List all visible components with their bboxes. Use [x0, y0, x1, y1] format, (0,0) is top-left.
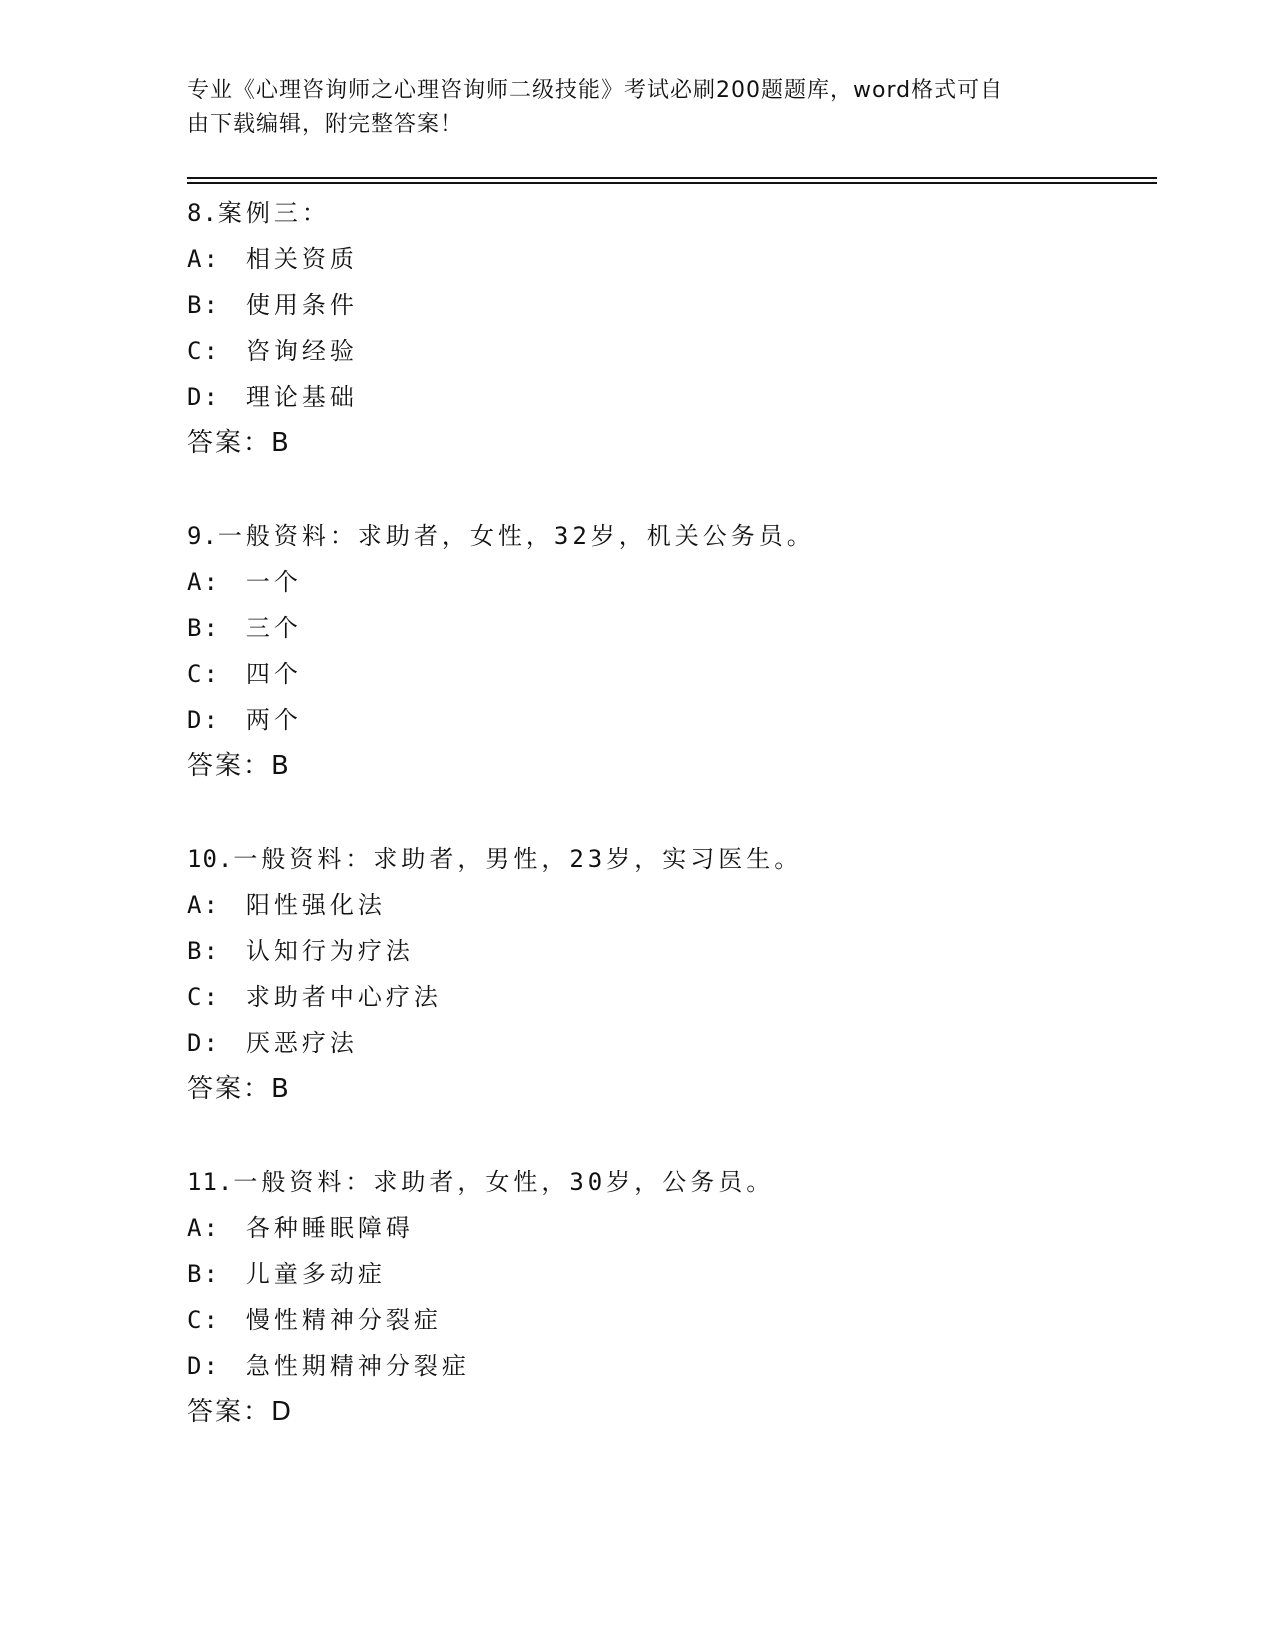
option-letter: C:: [187, 1306, 220, 1334]
option-a: [187, 882, 1147, 928]
option-text: 阳性强化法: [245, 891, 386, 919]
header-line-1: 专业《心理咨询师之心理咨询师二级技能》考试必刷200题题库，word格式可自: [187, 78, 1004, 103]
option-letter: D:: [187, 1029, 220, 1057]
option-a: [187, 559, 1147, 605]
option-letter: A:: [187, 568, 220, 596]
question-list: [187, 190, 1147, 1482]
option-letter: B:: [187, 937, 220, 965]
option-c: [187, 328, 1147, 374]
option-text: 一个: [245, 568, 302, 596]
header-divider-top: [187, 177, 1157, 179]
option-text: 三个: [245, 614, 302, 642]
option-d: [187, 697, 1147, 743]
option-text: 两个: [245, 706, 302, 734]
question-text: 一般资料：求助者，男性，23岁，实习医生。: [233, 845, 803, 873]
option-text: 四个: [245, 660, 302, 688]
option-text: 理论基础: [245, 383, 358, 411]
option-b: [187, 605, 1147, 651]
option-text: 厌恶疗法: [245, 1029, 358, 1057]
answer-line: 答案：B: [187, 428, 291, 458]
option-text: 相关资质: [245, 245, 358, 273]
option-letter: D:: [187, 706, 220, 734]
option-text: 求助者中心疗法: [245, 983, 442, 1011]
option-text: 认知行为疗法: [245, 937, 414, 965]
option-letter: C:: [187, 337, 220, 365]
answer-line: 答案：D: [187, 1397, 294, 1427]
question-10: [187, 836, 1147, 1112]
option-letter: B:: [187, 1260, 220, 1288]
question-8: [187, 190, 1147, 466]
question-stem: [187, 836, 1147, 882]
option-a: [187, 1205, 1147, 1251]
option-letter: B:: [187, 291, 220, 319]
option-letter: B:: [187, 614, 220, 642]
document-header: [187, 74, 1087, 142]
question-text: 案例三：: [217, 199, 330, 227]
option-c: [187, 651, 1147, 697]
answer-line: 答案：B: [187, 1074, 291, 1104]
question-9: [187, 513, 1147, 789]
header-divider-bottom: [187, 182, 1157, 184]
option-c: [187, 974, 1147, 1020]
option-text: 使用条件: [245, 291, 358, 319]
option-b: [187, 928, 1147, 974]
question-number: 8.: [187, 199, 218, 227]
option-b: [187, 1251, 1147, 1297]
option-letter: A:: [187, 245, 220, 273]
option-letter: A:: [187, 1214, 220, 1242]
option-letter: C:: [187, 660, 220, 688]
option-text: 各种睡眠障碍: [245, 1214, 414, 1242]
option-letter: D:: [187, 383, 220, 411]
question-11: [187, 1159, 1147, 1435]
question-text: 一般资料：求助者，女性，32岁，机关公务员。: [217, 522, 815, 550]
option-text: 咨询经验: [245, 337, 358, 365]
option-letter: C:: [187, 983, 220, 1011]
question-stem: [187, 513, 1147, 559]
question-number: 9.: [187, 522, 218, 550]
answer-line: 答案：B: [187, 751, 291, 781]
question-stem: [187, 190, 1147, 236]
question-text: 一般资料：求助者，女性，30岁，公务员。: [233, 1168, 775, 1196]
option-letter: A:: [187, 891, 220, 919]
option-text: 儿童多动症: [245, 1260, 386, 1288]
option-a: [187, 236, 1147, 282]
option-d: [187, 374, 1147, 420]
option-c: [187, 1297, 1147, 1343]
header-line-2: 由下载编辑，附完整答案！: [187, 112, 464, 137]
question-stem: [187, 1159, 1147, 1205]
option-b: [187, 282, 1147, 328]
option-d: [187, 1343, 1147, 1389]
option-text: 急性期精神分裂症: [245, 1352, 470, 1380]
question-number: 10.: [187, 845, 234, 873]
option-letter: D:: [187, 1352, 220, 1380]
option-text: 慢性精神分裂症: [245, 1306, 442, 1334]
option-d: [187, 1020, 1147, 1066]
question-number: 11.: [187, 1168, 234, 1196]
